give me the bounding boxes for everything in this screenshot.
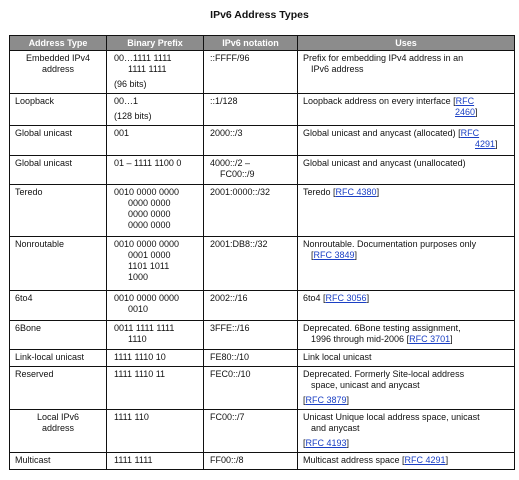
header-address-type: Address Type — [10, 36, 107, 51]
rfc-link[interactable]: 2460 — [455, 107, 476, 117]
rfc-link[interactable]: RFC 3849 — [313, 250, 355, 260]
cell-binary-prefix: 00…1111 1111 1111 1111 (96 bits) — [107, 51, 204, 94]
table-row: Global unicast 01 – 1111 1100 0 4000::/2 – FC00::/9 Global unicast and anycast (unallocated) — [10, 156, 515, 185]
table-row: Teredo 0010 0000 0000 0000 0000 0000 0000 0000 0000 2001:0000::/32 Teredo [RFC 4380] — [10, 185, 515, 237]
cell-address-type: Embedded IPv4 address — [10, 51, 107, 94]
table-row: Nonroutable 0010 0000 0000 0001 0000 1101 1011 1000 2001:DB8::/32 Nonroutable. Documentation purposes only [RFC 3849] — [10, 237, 515, 291]
table-row: Loopback 00…1 (128 bits) ::1/128 Loopback address on every interface [RFC 2460] — [10, 94, 515, 126]
rfc-link[interactable]: RFC 4291 — [404, 455, 446, 465]
table-row: Link-local unicast 1111 1110 10 FE80::/10 Link local unicast — [10, 350, 515, 367]
table-row: 6to4 0010 0000 0000 0010 2002::/16 6to4 [RFC 3056] — [10, 291, 515, 321]
rfc-link[interactable]: RFC 3056 — [325, 293, 367, 303]
ipv6-address-table — [9, 35, 515, 470]
rfc-link[interactable]: RFC 4380 — [335, 187, 377, 197]
table-row: Global unicast 001 2000::/3 Global unicast and anycast (allocated) [RFC 4291] — [10, 126, 515, 156]
rfc-link[interactable]: RFC — [455, 96, 475, 106]
page-title: IPv6 Address Types — [210, 9, 309, 21]
header-uses: Uses — [298, 36, 515, 51]
cell-uses: Prefix for embedding IPv4 address in an IPv6 address — [298, 51, 515, 94]
rfc-link[interactable]: 4291 — [475, 139, 496, 149]
header-ipv6-notation: IPv6 notation — [204, 36, 298, 51]
rfc-link[interactable]: RFC 3879 — [305, 395, 347, 405]
table-row: Reserved 1111 1110 11 FEC0::/10 Deprecated. Formerly Site-local address space, unicast and anycast [RFC 3879] — [10, 367, 515, 410]
header-binary-prefix: Binary Prefix — [107, 36, 204, 51]
rfc-link[interactable]: RFC 3701 — [409, 334, 451, 344]
table-header-row — [10, 36, 515, 51]
table-row: Local IPv6 address 1111 110 FC00::/7 Unicast Unique local address space, unicast and anycast [RFC 4193] — [10, 410, 515, 453]
table-row — [10, 51, 515, 94]
rfc-link[interactable]: RFC 4193 — [305, 438, 347, 448]
table-row: Multicast 1111 1111 FF00::/8 Multicast address space [RFC 4291] — [10, 453, 515, 470]
rfc-link[interactable]: RFC — [460, 128, 480, 138]
table-row: 6Bone 0011 1111 1111 1110 3FFE::/16 Deprecated. 6Bone testing assignment, 1996 through mid-2006 [RFC 3701] — [10, 321, 515, 350]
cell-ipv6-notation: ::FFFF/96 — [204, 51, 298, 94]
